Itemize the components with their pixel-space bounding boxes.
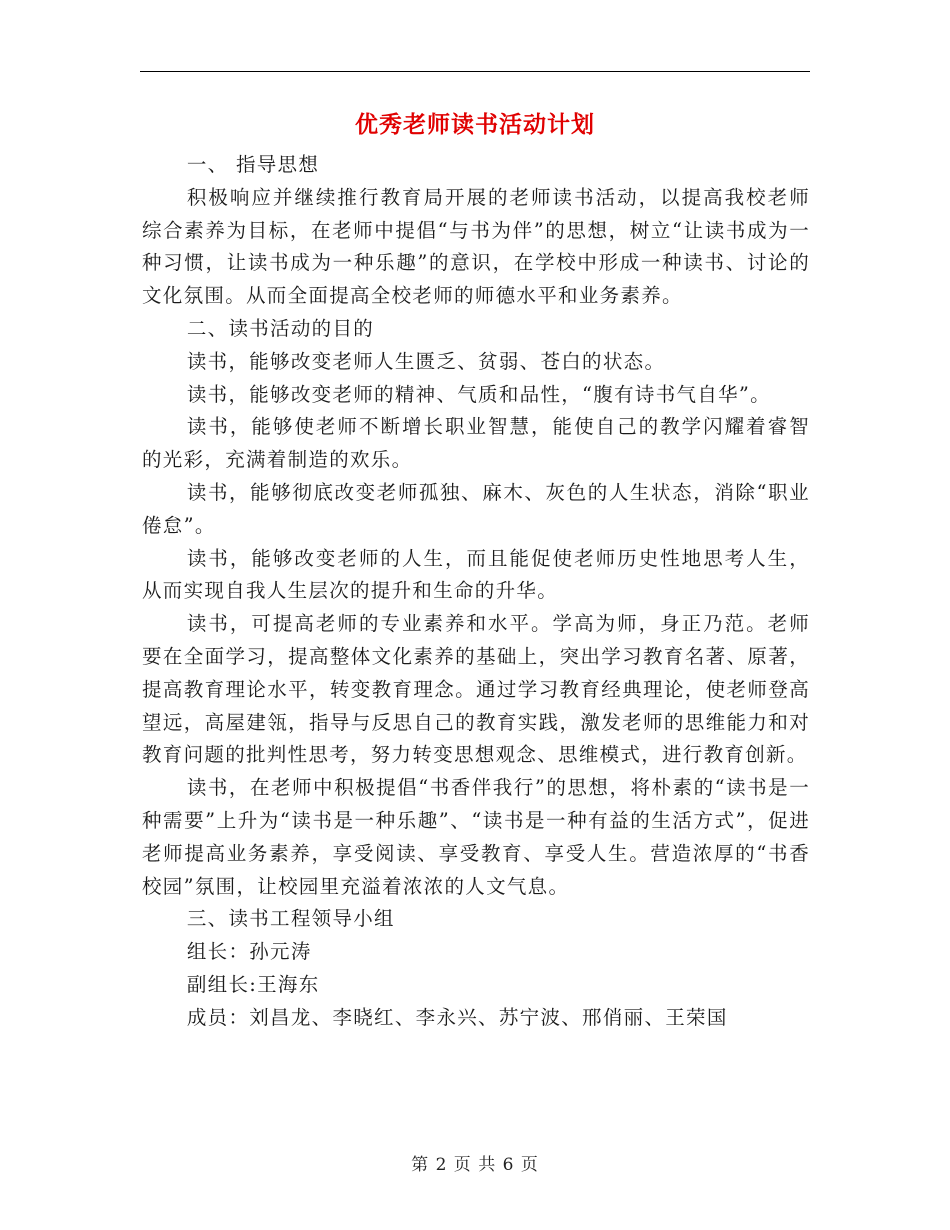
group-members: 成员：刘昌龙、李晓红、李永兴、苏宁波、邢俏丽、王荣国 (186, 1005, 728, 1029)
section-heading-leadership-group: 三、读书工程领导小组 (186, 907, 395, 931)
paragraph-purpose-4: 读书，能够彻底改变老师孤独、麻木、灰色的人生状态，消除“职业倦怠”。 (142, 480, 810, 537)
paragraph-purpose-2: 读书，能够改变老师的精神、气质和品性，“腹有诗书气自华”。 (186, 382, 771, 406)
section-heading-purpose: 二、读书活动的目的 (186, 316, 375, 340)
document-body (142, 149, 810, 1035)
group-leader: 组长：孙元涛 (186, 940, 312, 964)
page-number-footer: 第 2 页 共 6 页 (411, 1155, 539, 1175)
header-rule (140, 71, 810, 72)
paragraph-purpose-1: 读书，能够改变老师人生匮乏、贫弱、苍白的状态。 (186, 349, 666, 373)
paragraph-purpose-3: 读书，能够使老师不断增长职业智慧，能使自己的教学闪耀着睿智的光彩，充满着制造的欢乐。 (142, 415, 810, 472)
paragraph-purpose-6: 读书，可提高老师的专业素养和水平。学高为师，身正乃范。老师要在全面学习，提高整体文化素养的基础上，突出学习教育名著、原著，提高教育理论水平，转变教育理念。通过学习教育经典理论，使老师登高望远，高屋建瓴，指导与反思自己的教育实践，激发老师的思维能力和对教育问题的批判性思考，努力转变思想观念、思维模式，进行教育创新。 (142, 612, 810, 767)
group-deputy-leader: 副组长:王海东 (186, 972, 320, 996)
paragraph-guiding-ideology: 积极响应并继续推行教育局开展的老师读书活动，以提高我校老师综合素养为目标，在老师中提倡“与书为伴”的思想，树立“让读书成为一种习惯，让读书成为一种乐趣”的意识，在学校中形成一种读书、讨论的文化氛围。从而全面提高全校老师的师德水平和业务素养。 (142, 185, 810, 308)
section-heading-guiding-ideology: 一、 指导思想 (186, 153, 320, 176)
paragraph-purpose-7: 读书，在老师中积极提倡“书香伴我行”的思想，将朴素的“读书是一种需要”上升为“读书是一种乐趣”、“读书是一种有益的生活方式”，促进老师提高业务素养，享受阅读、享受教育、享受人生。营造浓厚的“书香校园”氛围，让校园里充溢着浓浓的人文气息。 (142, 776, 810, 898)
paragraph-purpose-5: 读书，能够改变老师的人生，而且能促使老师历史性地思考人生，从而实现自我人生层次的提升和生命的升华。 (142, 546, 810, 603)
document-title: 优秀老师读书活动计划 (355, 111, 595, 138)
